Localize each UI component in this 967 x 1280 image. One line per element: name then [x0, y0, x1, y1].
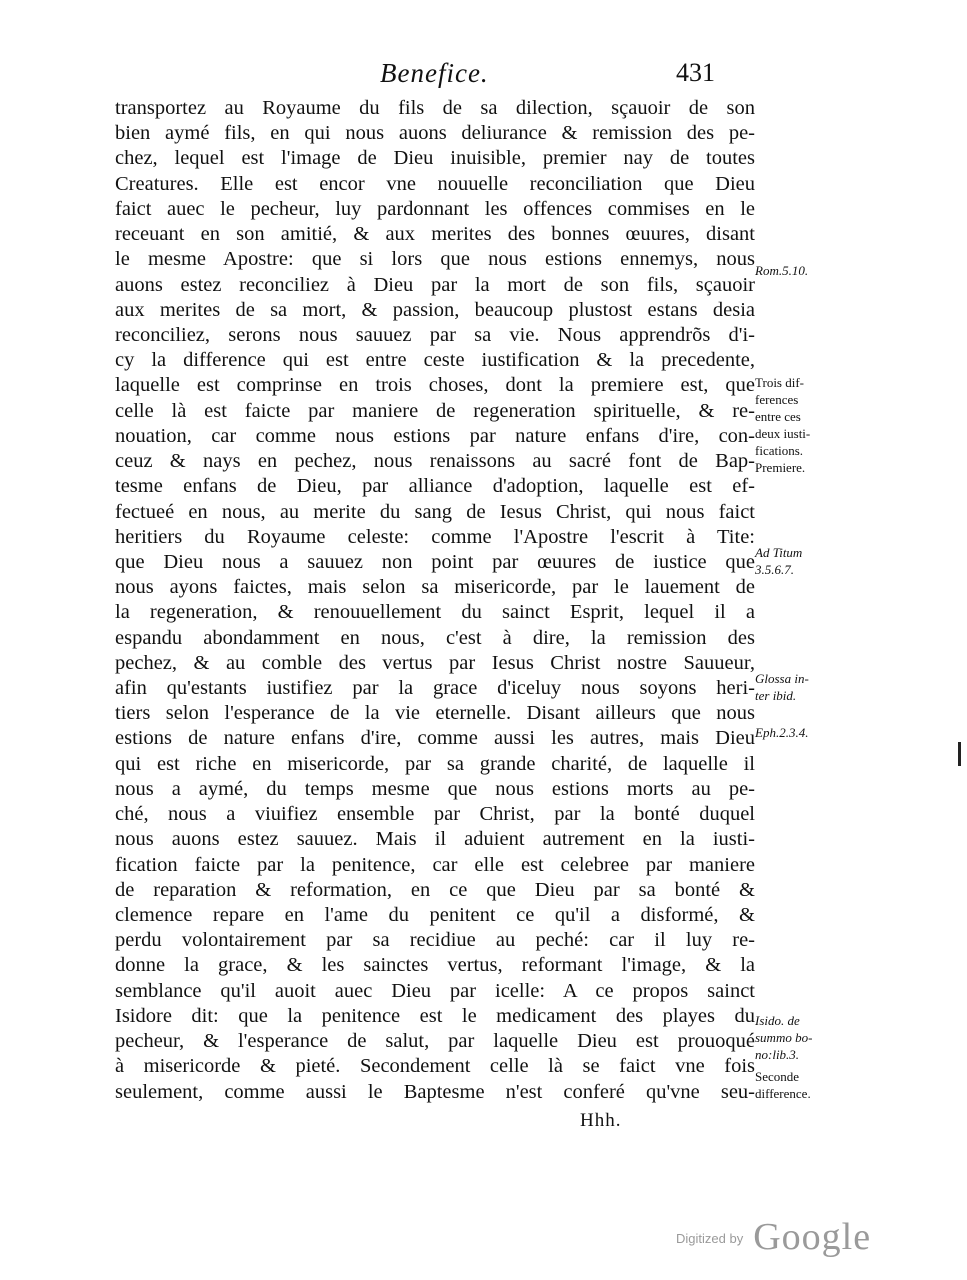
- text-line: tesme enfans de Dieu, par alliance d'adoption, laquelle est ef-: [115, 475, 755, 498]
- margin-note-line: no:lib.3.: [755, 1047, 800, 1062]
- text-line: celle là est faicte par maniere de regeneration spirituelle, & re-: [115, 399, 755, 422]
- text-line: nouation, car comme nous estions par nature enfans d'ire, con-: [115, 424, 755, 447]
- margin-note-line: Isido. de: [755, 1013, 800, 1028]
- margin-note-line: Premiere.: [755, 460, 806, 475]
- text-line: estions de nature enfans d'ire, comme aussi les autres, mais Dieu: [115, 727, 755, 750]
- margin-note-line: Eph.2.3.4.: [755, 725, 809, 740]
- margin-note-line: deux iusti-: [755, 426, 811, 441]
- digitized-by-label: Digitized by: [676, 1231, 744, 1246]
- margin-note-line: Seconde: [755, 1069, 800, 1084]
- margin-note-line: fications.: [755, 443, 804, 458]
- text-line: Creatures. Elle est encor vne nouuelle reconciliation que Dieu: [115, 172, 755, 195]
- margin-note-seconde-difference: [755, 1068, 845, 1102]
- margin-note-line: ter ibid.: [755, 688, 797, 703]
- digitized-by-watermark: [676, 1215, 871, 1259]
- margin-note-line: ferences: [755, 392, 799, 407]
- text-line: nous ayons faictes, mais selon sa misericorde, par le lauement de: [115, 576, 755, 599]
- text-line: perdu volontairement par sa recidiue au peché: car il luy re-: [115, 929, 755, 952]
- margin-note-rom: [755, 262, 845, 279]
- text-line: receuant en son amitié, & aux merites des bonnes œuures, disant: [115, 223, 755, 246]
- text-line: donne la grace, & les sainctes vertus, reformant l'image, & la: [115, 954, 755, 977]
- margin-note-ad-titum: [755, 544, 845, 578]
- margin-note-line: Trois dif-: [755, 375, 805, 390]
- text-line: afin qu'estants iustifiez par la grace d'iceluy nous soyons heri-: [115, 677, 755, 700]
- margin-note-line: Glossa in-: [755, 671, 809, 686]
- text-line: ceuz & nays en pechez, nous renaissons au sacré font de Bap-: [115, 450, 755, 473]
- text-line: heritiers du Royaume celeste: comme l'Apostre l'escrit à Tite:: [115, 525, 755, 548]
- text-line: Isidore dit: que la penitence est le medicament des playes du: [115, 1004, 755, 1027]
- text-line: bien aymé fils, en qui nous auons deliurance & remission des pe-: [115, 122, 755, 145]
- text-line: seulement, comme aussi le Baptesme n'est conferé qu'vne seu-: [115, 1080, 755, 1103]
- text-line: chez, lequel est l'image de Dieu inuisible, premier nay de toutes: [115, 147, 755, 170]
- text-line: clemence repare en l'ame du penitent ce qu'il a disformé, &: [115, 904, 755, 926]
- text-line: aux merites de sa mort, & passion, beaucoup plustost estans desia: [115, 298, 755, 321]
- margin-note-glossa: [755, 670, 845, 704]
- text-line: nous auons estez sauuez. Mais il aduient autrement en la iusti-: [115, 828, 755, 851]
- signature-mark: Hhh.: [580, 1110, 622, 1131]
- body-text: [115, 96, 755, 1105]
- text-line: fication faicte par la penitence, car elle est celebree par maniere: [115, 853, 755, 876]
- text-line: ché, nous a viuifiez ensemble par Christ, par la bonté duquel: [115, 803, 755, 826]
- margin-note-eph: [755, 724, 845, 741]
- text-line: fectueé en nous, au merite du sang de Iesus Christ, qui nous faict: [115, 500, 755, 523]
- text-line: semblance qu'il auoit auec Dieu par icelle: A ce propos sainct: [115, 979, 755, 1002]
- text-line: faict auec le pecheur, luy pardonnant les offences commises en le: [115, 197, 755, 220]
- text-line: laquelle est comprinse en trois choses, dont la premiere est, que: [115, 374, 755, 397]
- text-line: reconciliez, serons nous sauuez par sa vie. Nous apprendrõs d'i-: [115, 323, 755, 346]
- running-head-title: Benefice.: [380, 58, 489, 88]
- text-line: à misericorde & pieté. Secondement celle là se faict vne fois: [115, 1055, 755, 1078]
- text-line: qui est riche en misericorde, par sa grande charité, de laquelle il: [115, 752, 755, 775]
- text-line: espandu abondamment en nous, c'est à dire, la remission des: [115, 626, 755, 649]
- margin-note-line: difference.: [755, 1086, 811, 1101]
- text-line: nous a aymé, du temps mesme que nous estions morts au pe-: [115, 777, 755, 800]
- margin-note-isidore: [755, 1012, 845, 1063]
- margin-note-line: Rom.5.10.: [755, 263, 809, 278]
- margin-note-line: 3.5.6.7.: [755, 562, 794, 577]
- text-line: que Dieu nous a sauuez non point par œuures de iustice que: [115, 550, 755, 573]
- margin-note-line: summo bo-: [755, 1030, 813, 1045]
- margin-note-line: Ad Titum: [755, 545, 803, 560]
- margin-note-trois-differences: [755, 374, 845, 476]
- google-logo: Google: [753, 1216, 872, 1258]
- text-line: cy la difference qui est entre ceste iustification & la precedente,: [115, 349, 755, 372]
- page-number: 431: [676, 58, 715, 87]
- margin-note-line: entre ces: [755, 409, 801, 424]
- text-line: la regeneration, & renouuellement du sainct Esprit, lequel il a: [115, 601, 755, 624]
- text-line: de reparation & reformation, en ce que Dieu par sa bonté &: [115, 878, 755, 901]
- page-edge-mark: [958, 742, 961, 766]
- text-line: transportez au Royaume du fils de sa dilection, sçauoir de son: [115, 97, 755, 119]
- text-line: le mesme Apostre: que si lors que nous estions ennemys, nous: [115, 248, 755, 271]
- text-line: tiers selon l'esperance de la vie eternelle. Disant ailleurs que nous: [115, 702, 755, 725]
- text-line: pecheur, & l'esperance de salut, par laquelle Dieu est prouoqué: [115, 1030, 755, 1053]
- text-line: auons estez reconciliez à Dieu par la mort de son fils, sçauoir: [115, 273, 755, 296]
- text-line: pechez, & au comble des vertus par Iesus Christ nostre Sauueur,: [115, 651, 755, 674]
